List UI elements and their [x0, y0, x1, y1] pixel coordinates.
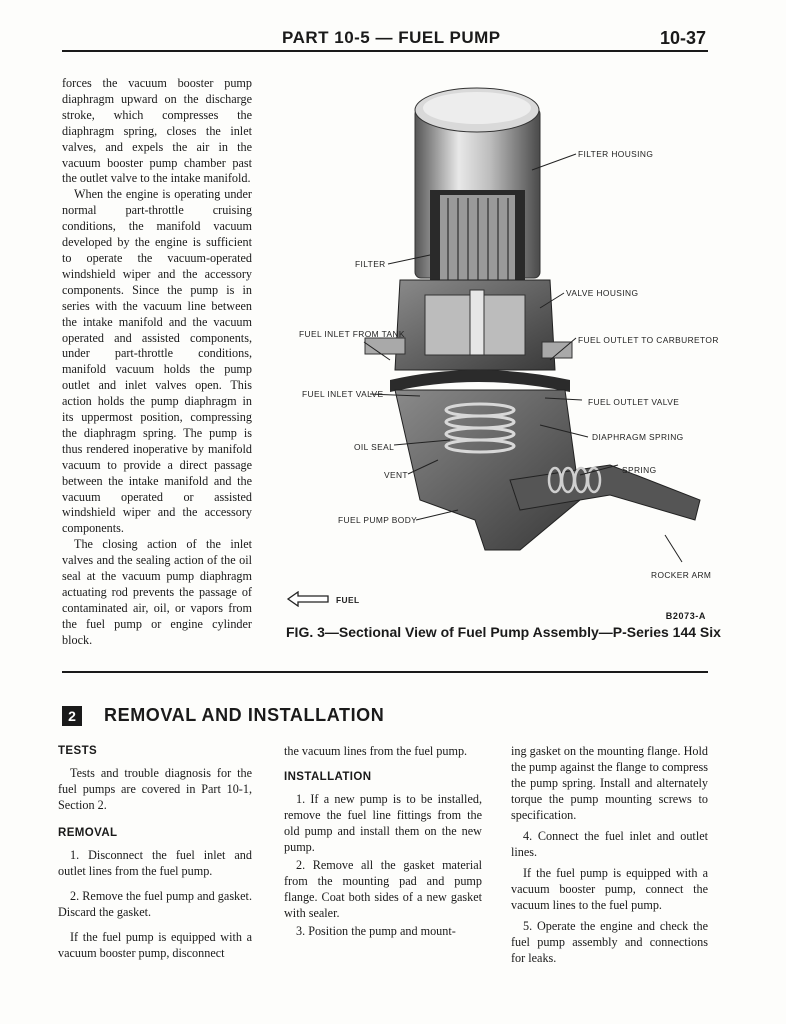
install-step-5: 5. Operate the engine and check the fuel pump assembly and connections for leaks.: [511, 919, 708, 965]
callout-filter-housing: FILTER HOUSING: [578, 149, 654, 159]
column-3: [511, 743, 708, 975]
install-continued: ing gasket on the mounting flange. Hold the pump against the flange to compress the pump spring. Install and alternately torque the pump mounting screws to specification.: [511, 744, 708, 822]
removal-step-2: 2. Remove the fuel pump and gasket. Discard the gasket.: [58, 889, 252, 919]
tests-paragraph: Tests and trouble diagnosis for the fuel pumps are covered in Part 10-1, Section 2.: [58, 766, 252, 812]
install-step-4: 4. Connect the fuel inlet and outlet lines.: [511, 829, 708, 859]
header-rule: [62, 50, 708, 52]
section-number-badge: 2: [62, 706, 82, 726]
page-header-title: PART 10-5 — FUEL PUMP: [282, 28, 501, 47]
paragraph: The closing action of the inlet valves and the sealing action of the oil seal at the vacuum pump diaphragm actuating rod prevents the passage of contaminated air, oil, or vapors from the fuel pump or engine cylinder block.: [62, 537, 252, 647]
installation-heading: INSTALLATION: [284, 771, 372, 783]
figure-code: B2073-A: [665, 611, 706, 621]
callout-filter: FILTER: [355, 259, 386, 269]
install-step-1: 1. If a new pump is to be installed, remove the fuel line fittings from the old pump and install them on the new pump.: [284, 792, 482, 854]
fuel-flow-arrow-icon: [286, 591, 330, 607]
callout-spring: SPRING: [622, 465, 657, 475]
removal-booster-note: If the fuel pump is equipped with a vacuum booster pump, disconnect: [58, 930, 252, 960]
removal-step-1: 1. Disconnect the fuel inlet and outlet lines from the fuel pump.: [58, 848, 252, 878]
callout-fuel-inlet-from-tank: FUEL INLET FROM TANK: [299, 329, 405, 339]
callout-diaphragm-spring: DIAPHRAGM SPRING: [592, 432, 684, 442]
section-rule: [62, 671, 708, 673]
paragraph: forces the vacuum booster pump diaphragm upward on the discharge stroke, which compresses the diaphragm spring, closes the inlet valves, and expels the air in the vacuum booster pump chamber past the outlet valve to the intake manifold.: [62, 76, 252, 186]
removal-continued: the vacuum lines from the fuel pump.: [284, 744, 468, 758]
callout-oil-seal: OIL SEAL: [354, 442, 395, 452]
callout-fuel-pump-body: FUEL PUMP BODY: [338, 515, 418, 525]
install-step-2: 2. Remove all the gasket material from the mounting pad and pump flange. Coat both sides of a new gasket with sealer.: [284, 858, 482, 920]
callout-vent: VENT: [384, 470, 408, 480]
removal-heading: REMOVAL: [58, 827, 118, 839]
column-1: [58, 743, 252, 970]
page-number: 10-37: [659, 28, 706, 48]
callout-rocker-arm: ROCKER ARM: [651, 570, 712, 580]
section-title: REMOVAL AND INSTALLATION: [104, 705, 385, 725]
figure-caption: FIG. 3—Sectional View of Fuel Pump Assembly—P-Series 144 Six: [286, 624, 721, 640]
tests-heading: TESTS: [58, 745, 98, 757]
callout-valve-housing: VALVE HOUSING: [566, 288, 639, 298]
fuel-legend-label: FUEL: [336, 595, 360, 605]
column-2: [284, 743, 482, 941]
callout-fuel-outlet-to-carburetor: FUEL OUTLET TO CARBURETOR: [578, 335, 719, 345]
install-step-3: 3. Position the pump and mount-: [296, 924, 456, 938]
install-booster-note: If the fuel pump is equipped with a vacuum booster pump, connect the vacuum lines to the fuel pump.: [511, 866, 708, 912]
left-text-column: [62, 76, 252, 649]
callout-fuel-inlet-valve: FUEL INLET VALVE: [302, 389, 384, 399]
callout-fuel-outlet-valve: FUEL OUTLET VALVE: [588, 397, 680, 407]
paragraph: When the engine is operating under normal part-throttle cruising conditions, the manifold vacuum developed by the engine is sufficient to operate the vacuum-operated windshield wiper and the accessory components. Since the pump is in series with the vacuum line between the intake manifold and the vacuum operated and assisted components, under part-throttle conditions, manifold vacuum holds the pump outlet and inlet valves open. This action holds the pump diaphragm in its uppermost position, compressing the diaphragm spring. The pump is thus rendered inoperative by manifold vacuum to provide a direct passage between the intake manifold and the vacuum operated or assisted windshield wiper and the accessory components.: [62, 187, 252, 536]
